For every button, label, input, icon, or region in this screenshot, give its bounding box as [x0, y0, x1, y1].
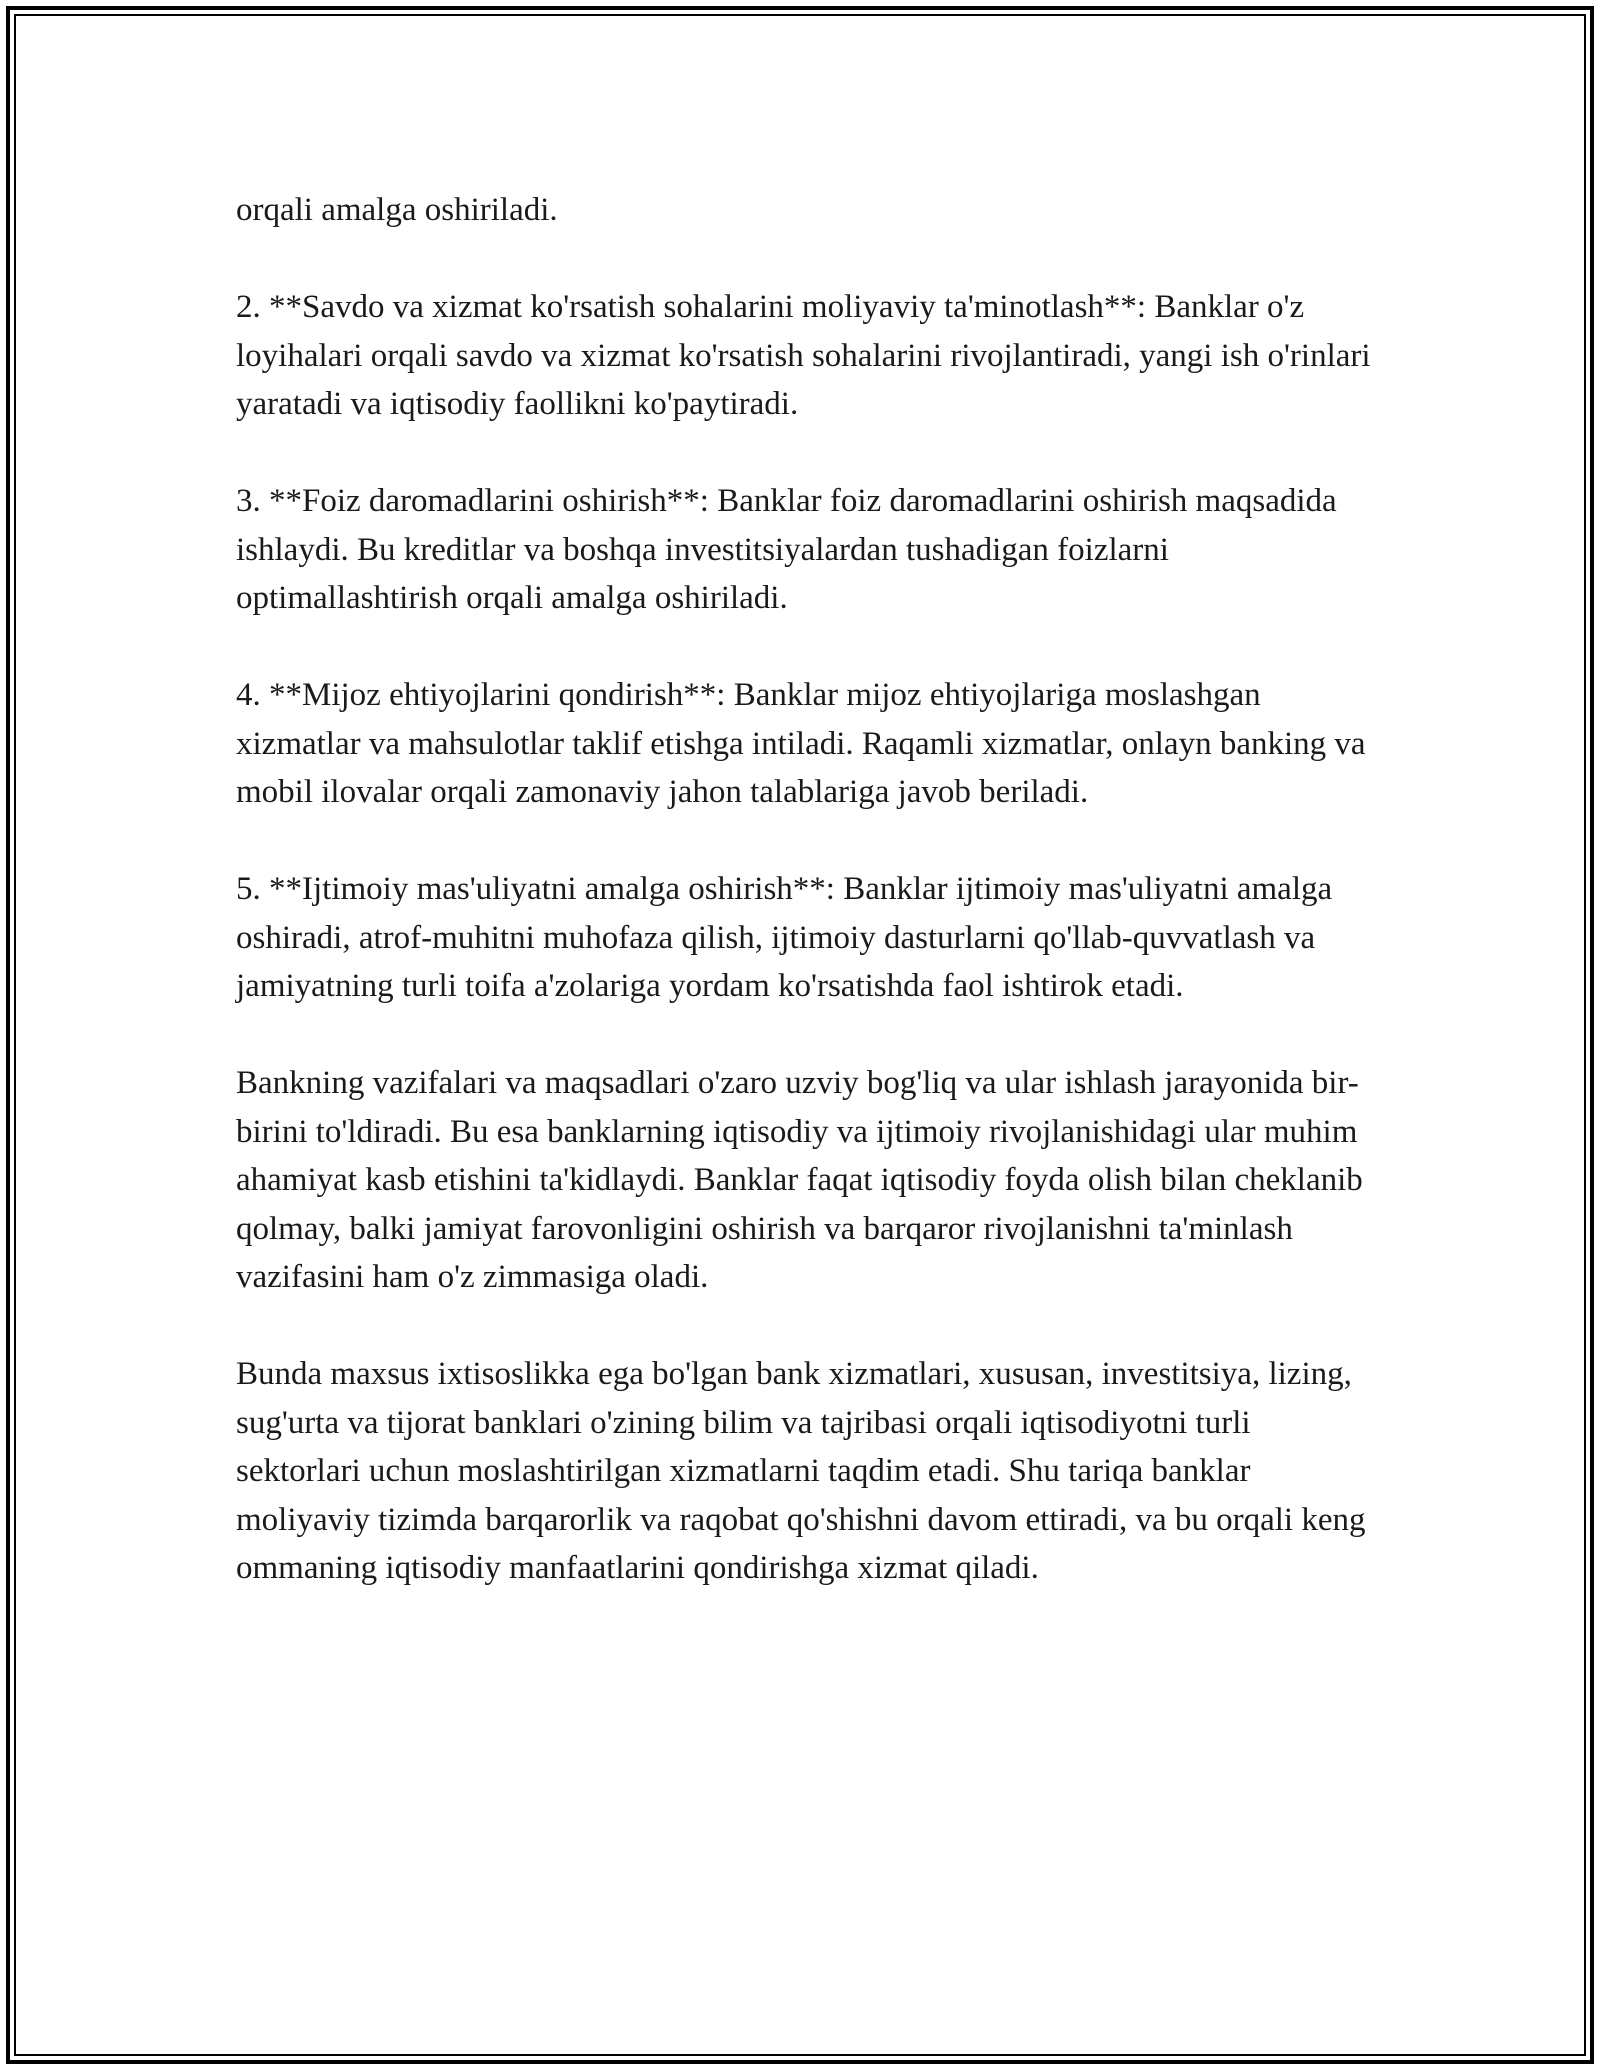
paragraph-summary: Bankning vazifalari va maqsadlari o'zaro uzviy bog'liq va ular ishlash jarayonida bir-birini to'ldiradi. Bu esa banklarning iqtisodiy va ijtimoiy rivojlanishidagi ular muhim ahamiyat kasb etishini ta'kidlaydi. Banklar faqat iqtisodiy foyda olish bilan cheklanib qolmay, balki jamiyat farovonligini oshirish va barqaror rivojlanishni ta'minlash vazifasini ham o'z zimmasiga oladi.: [236, 1065, 1363, 1295]
paragraph-conclusion: Bunda maxsus ixtisoslikka ega bo'lgan bank xizmatlari, xususan, investitsiya, lizing, sug'urta va tijorat banklari o'zining bilim va tajribasi orqali iqtisodiyotni turli sektorlari uchun moslashtirilgan xizmatlarni taqdim etadi. Shu tariqa banklar moliyaviy tizimda barqarorlik va raqobat qo'shishni davom ettiradi, va bu orqali keng ommaning iqtisodiy manfaatlarini qondirishga xizmat qiladi.: [236, 1356, 1366, 1586]
document-body: [236, 186, 1376, 1641]
paragraph-item-3: 3. **Foiz daromadlarini oshirish**: Banklar foiz daromadlarini oshirish maqsadida ishlaydi. Bu kreditlar va boshqa investitsiyalardan tushadigan foizlarni optimallashtirish orqali amalga oshiriladi.: [236, 483, 1337, 616]
paragraph-continuation: orqali amalga oshiriladi.: [236, 192, 558, 228]
paragraph-item-4: 4. **Mijoz ehtiyojlarini qondirish**: Banklar mijoz ehtiyojlariga moslashgan xizmatlar va mahsulotlar taklif etishga intiladi. Raqamli xizmatlar, onlayn banking va mobil ilovalar orqali zamonaviy jahon talablariga javob beriladi.: [236, 677, 1366, 810]
paragraph-item-2: 2. **Savdo va xizmat ko'rsatish sohalarini moliyaviy ta'minotlash**: Banklar o'z loyihalari orqali savdo va xizmat ko'rsatish sohalarini rivojlantiradi, yangi ish o'rinlari yaratadi va iqtisodiy faollikni ko'paytiradi.: [236, 289, 1371, 422]
paragraph-item-5: 5. **Ijtimoiy mas'uliyatni amalga oshirish**: Banklar ijtimoiy mas'uliyatni amalga oshiradi, atrof-muhitni muhofaza qilish, ijtimoiy dasturlarni qo'llab-quvvatlash va jamiyatning turli toifa a'zolariga yordam ko'rsatishda faol ishtirok etadi.: [236, 871, 1333, 1004]
